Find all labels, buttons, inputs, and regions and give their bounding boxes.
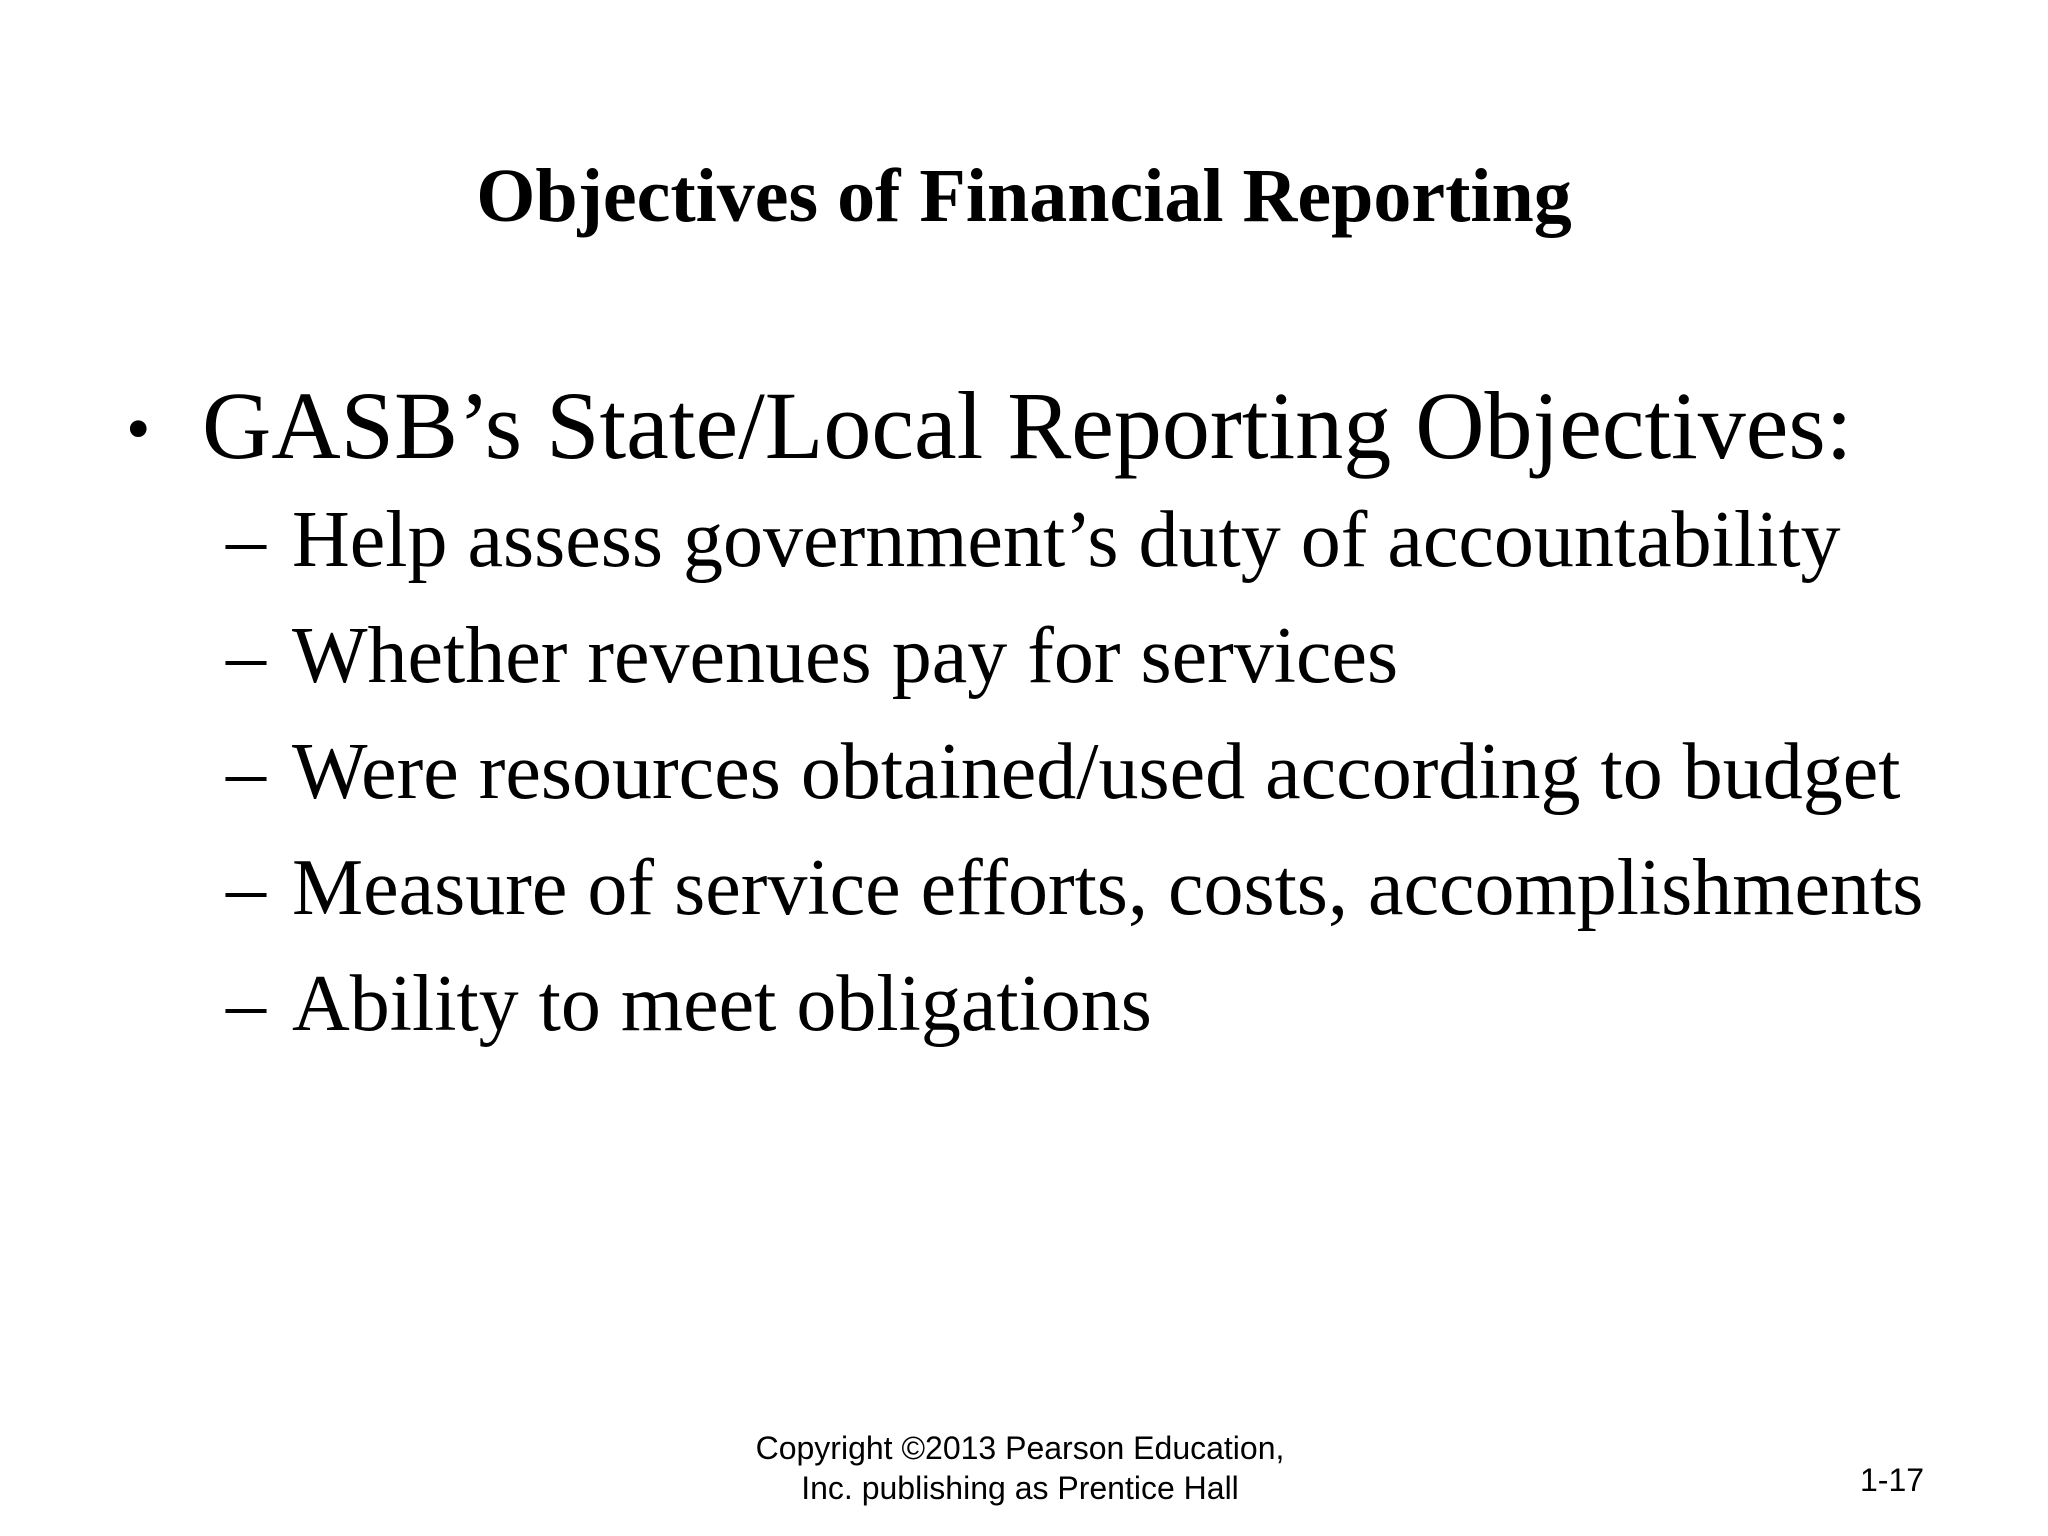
dash-marker: – — [226, 728, 266, 816]
copyright-footer — [640, 1428, 1400, 1508]
sub-bullet-item — [226, 722, 1923, 838]
dash-marker: – — [226, 844, 266, 932]
sub-bullet-text: Were resources obtained/used according to budget — [292, 728, 1901, 816]
main-bullet — [126, 366, 1852, 490]
sub-bullet-text: Ability to meet obligations — [292, 960, 1152, 1048]
sub-bullet-list — [226, 490, 1923, 1070]
dash-marker: – — [226, 612, 266, 700]
sub-bullet-item — [226, 838, 1923, 954]
main-bullet-text: GASB’s State/Local Reporting Objectives: — [202, 372, 1853, 479]
sub-bullet-item — [226, 490, 1923, 606]
slide-number: 1-17 — [1860, 1462, 1925, 1498]
copyright-line-1: Copyright ©2013 Pearson Education, — [755, 1430, 1285, 1466]
sub-bullet-text: Help assess government’s duty of accountability — [292, 496, 1841, 584]
bullet-marker: • — [126, 391, 151, 468]
dash-marker: – — [226, 960, 266, 1048]
sub-bullet-item — [226, 606, 1923, 722]
dash-marker: – — [226, 496, 266, 584]
slide-title: Objectives of Financial Reporting — [476, 154, 1572, 238]
sub-bullet-text: Whether revenues pay for services — [292, 612, 1399, 700]
sub-bullet-item — [226, 954, 1923, 1070]
copyright-line-2: Inc. publishing as Prentice Hall — [801, 1470, 1239, 1506]
sub-bullet-text: Measure of service efforts, costs, accomplishments — [292, 844, 1924, 932]
